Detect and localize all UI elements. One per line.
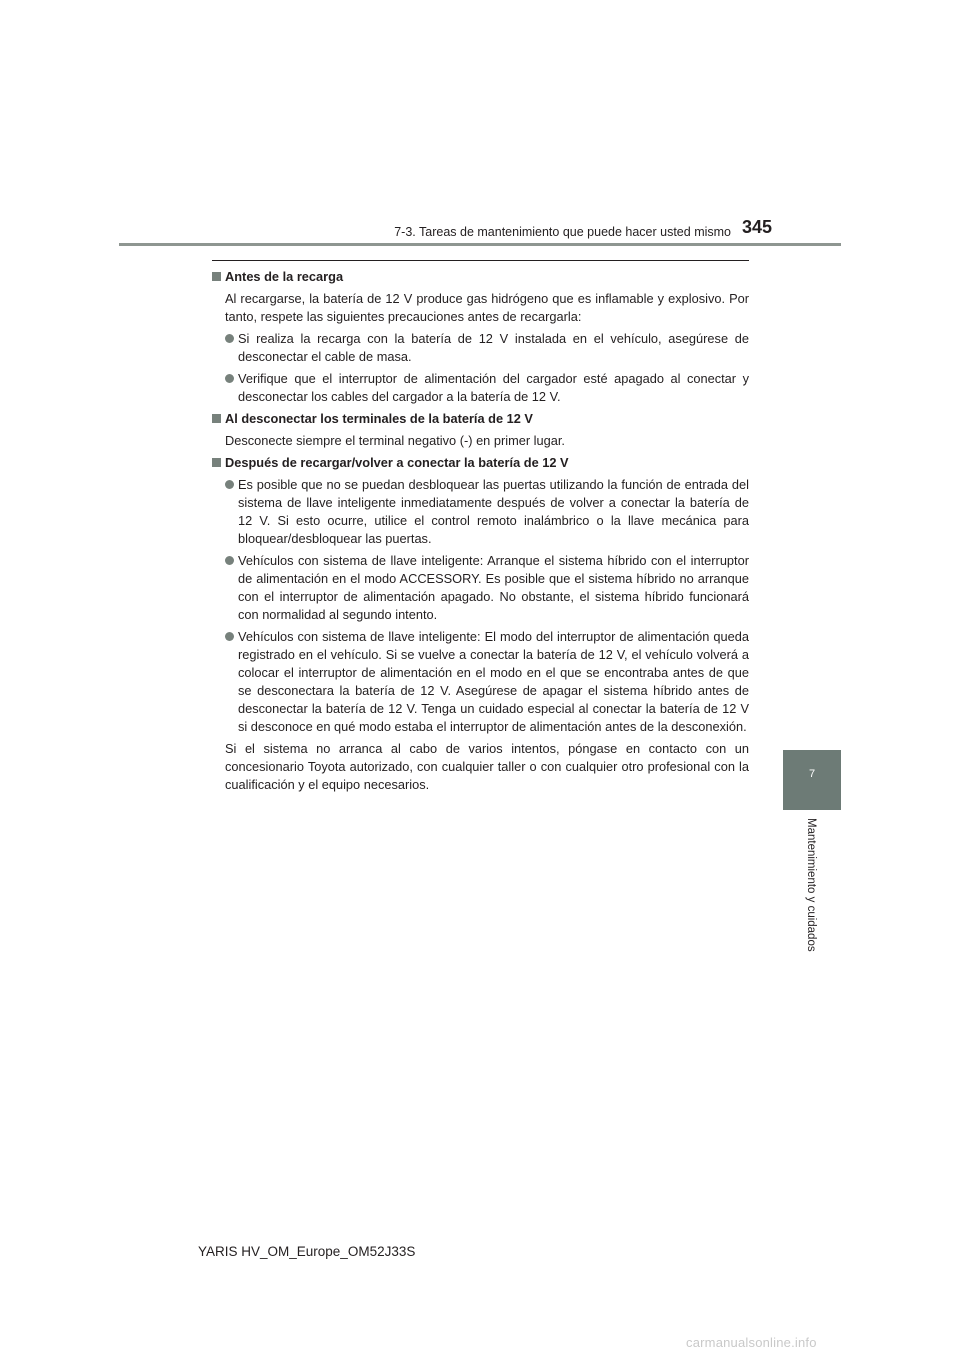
bullet-item bbox=[212, 476, 749, 548]
document-code: YARIS HV_OM_Europe_OM52J33S bbox=[198, 1244, 416, 1259]
section-heading-text: Antes de la recarga bbox=[225, 269, 344, 284]
circle-bullet-icon bbox=[225, 480, 234, 489]
page-content bbox=[212, 268, 749, 798]
section-heading-text: Después de recargar/volver a conectar la batería de 12 V bbox=[225, 455, 569, 470]
bullet-item bbox=[212, 552, 749, 624]
section-heading bbox=[212, 268, 749, 286]
circle-bullet-icon bbox=[225, 374, 234, 383]
bullet-text: Vehículos con sistema de llave inteligente: Arranque el sistema híbrido con el interruptor de alimentación en el modo ACCESSORY. Es posible que el sistema híbrido no arranque con el interruptor de alimentación apagado. No obstante, el sistema híbrido funcionará con normalidad al segundo intento. bbox=[238, 553, 749, 622]
bullet-text: Vehículos con sistema de llave inteligente: El modo del interruptor de alimentación queda registrado en el vehículo. Si se vuelve a conectar la batería de 12 V, el vehículo volverá a colocar el interruptor de alimentación en el modo en el que se encontraba antes de que se desconectara la batería de 12 V. Asegúrese de apagar el sistema híbrido antes de desconectar la batería de 12 V. Tenga un cuidado especial al conectar la batería de 12 V si desconoce en qué modo estaba el interruptor de alimentación antes de la desconexión. bbox=[238, 629, 749, 734]
section-heading bbox=[212, 410, 749, 428]
header-divider bbox=[119, 243, 841, 246]
bullet-text: Verifique que el interruptor de alimentación del cargador esté apagado al conectar y desconectar los cables del cargador a la batería de 12 V. bbox=[238, 371, 749, 404]
content-top-divider bbox=[212, 260, 749, 261]
bullet-item bbox=[212, 370, 749, 406]
page-number: 345 bbox=[742, 217, 773, 237]
section-header-title: 7-3. Tareas de mantenimiento que puede hacer usted mismo bbox=[394, 225, 731, 239]
section-heading bbox=[212, 454, 749, 472]
circle-bullet-icon bbox=[225, 632, 234, 641]
watermark: carmanualsonline.info bbox=[686, 1335, 817, 1350]
section-heading-text: Al desconectar los terminales de la batería de 12 V bbox=[225, 411, 533, 426]
paragraph: Al recargarse, la batería de 12 V produce gas hidrógeno que es inflamable y explosivo. Por tanto, respete las siguientes precauciones antes de recargarla: bbox=[225, 291, 749, 324]
chapter-side-label: Mantenimiento y cuidados bbox=[805, 818, 817, 952]
bullet-text: Si realiza la recarga con la batería de 12 V instalada en el vehículo, asegúrese de desconectar el cable de masa. bbox=[238, 331, 749, 364]
bullet-item bbox=[212, 628, 749, 736]
square-bullet-icon bbox=[212, 414, 221, 423]
chapter-number: 7 bbox=[808, 768, 816, 780]
paragraph: Desconecte siempre el terminal negativo (-) en primer lugar. bbox=[225, 433, 565, 448]
bullet-text: Es posible que no se puedan desbloquear las puertas utilizando la función de entrada del sistema de llave inteligente inmediatamente después de volver a conectar la batería de 12 V. Si esto ocurre, utilice el control remoto inalámbrico o la llave mecánica para bloquear/desbloquear las puertas. bbox=[238, 477, 749, 546]
circle-bullet-icon bbox=[225, 334, 234, 343]
closing-paragraph: Si el sistema no arranca al cabo de varios intentos, póngase en contacto con un concesionario Toyota autorizado, con cualquier taller o con cualquier otro profesional con la cualificación y el equipo necesarios. bbox=[225, 741, 749, 792]
square-bullet-icon bbox=[212, 272, 221, 281]
bullet-item bbox=[212, 330, 749, 366]
square-bullet-icon bbox=[212, 458, 221, 467]
chapter-tab bbox=[783, 750, 841, 810]
circle-bullet-icon bbox=[225, 556, 234, 565]
